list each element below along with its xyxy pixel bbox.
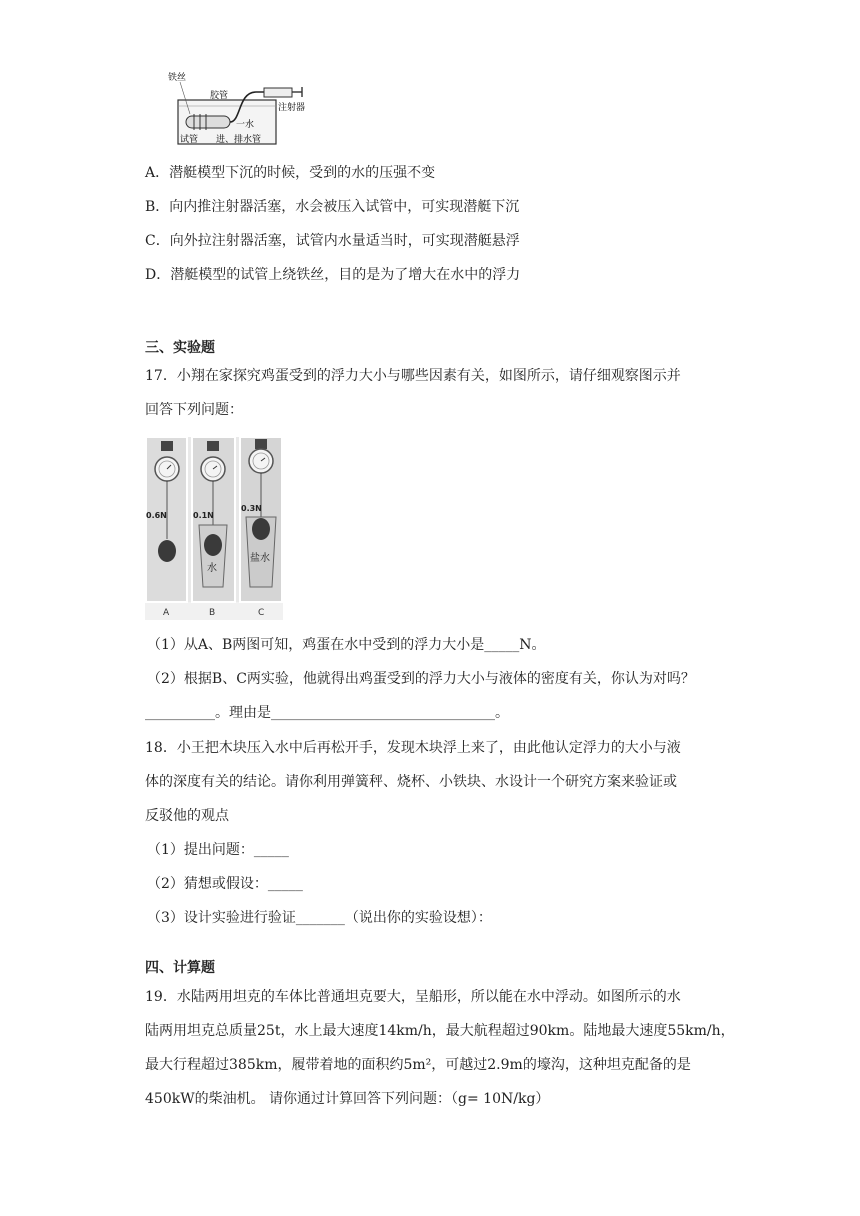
section-3-heading: 三、实验题 xyxy=(145,340,215,356)
q17-text-line1: 17．小翔在家探究鸡蛋受到的浮力大小与哪些因素有关，如图所示，请仔细观察图示并 xyxy=(145,368,681,384)
egg-c xyxy=(252,518,270,540)
q18-sub3: （3）设计实验进行验证_______（说出你的实验设想）： xyxy=(147,910,492,926)
label-tiesi: 铁丝 xyxy=(168,73,187,83)
q19-text-line3: 最大行程超过385km，履带着地的面积约5m²，可越过2.9m的壕沟，这种坦克配备的是 xyxy=(145,1057,691,1073)
option-b: B．向内推注射器活塞，水会被压入试管中，可实现潜艇下沉 xyxy=(145,199,520,215)
label-shiguan: 试管 xyxy=(180,135,199,145)
panel-label-a: A xyxy=(163,608,170,618)
liquid-label-water: 水 xyxy=(207,563,217,574)
q18-text-line2: 体的深度有关的结论。请你利用弹簧秤、烧杯、小铁块、水设计一个研究方案来验证或 xyxy=(145,774,677,790)
q19-text-line1: 19．水陆两用坦克的车体比普通坦克要大，呈船形，所以能在水中浮动。如图所示的水 xyxy=(145,989,681,1005)
label-jinpaishuiguan: 进、排水管 xyxy=(216,135,262,145)
reading-c: 0.3N xyxy=(241,504,262,513)
label-jiaoguan: 胶管 xyxy=(210,91,229,101)
q19-text-line2: 陆两用坦克总质量25t，水上最大速度14km/h，最大航程超过90km。陆地最大速度55km/h， xyxy=(145,1023,735,1039)
panel-label-b: B xyxy=(209,608,216,618)
reading-a: 0.6N xyxy=(146,511,167,520)
option-c: C．向外拉注射器活塞，试管内水量适当时，可实现潜艇悬浮 xyxy=(145,233,520,249)
syringe-shape xyxy=(264,88,292,97)
q17-sub2: （2）根据B、C两实验，他就得出鸡蛋受到的浮力大小与液体的密度有关，你认为对吗？ xyxy=(147,671,695,687)
q17-text-line2: 回答下列问题： xyxy=(145,402,243,418)
q18-sub2: （2）猜想或假设：_____ xyxy=(147,876,303,892)
panel-label-c: C xyxy=(258,608,265,618)
q17-sub1: （1）从A、B两图可知，鸡蛋在水中受到的浮力大小是_____N。 xyxy=(147,637,546,653)
egg-a xyxy=(158,540,176,562)
q18-text-line3: 反驳他的观点 xyxy=(145,808,229,824)
test-tube-shape xyxy=(186,116,230,128)
label-zhusheqi: 注射器 xyxy=(278,103,306,113)
liquid-label-saltwater: 盐水 xyxy=(250,553,270,564)
q18-sub1: （1）提出问题：_____ xyxy=(147,842,289,858)
q17-sub2-answer-line: __________。理由是________________________________。 xyxy=(145,705,509,721)
egg-b xyxy=(204,534,222,556)
q18-text-line1: 18．小王把木块压入水中后再松开手，发现木块浮上来了，由此他认定浮力的大小与液 xyxy=(145,740,681,756)
label-shui: 一水 xyxy=(236,120,255,130)
q19-text-line4: 450kW的柴油机。 请你通过计算回答下列问题：（g= 10N/kg） xyxy=(145,1091,550,1107)
submarine-model-figure xyxy=(166,70,306,148)
option-d: D．潜艇模型的试管上绕铁丝，目的是为了增大在水中的浮力 xyxy=(145,267,521,283)
egg-buoyancy-figure xyxy=(145,437,283,620)
section-4-heading: 四、计算题 xyxy=(145,960,215,976)
reading-b: 0.1N xyxy=(193,511,214,520)
option-a: A．潜艇模型下沉的时候，受到的水的压强不变 xyxy=(145,165,436,181)
